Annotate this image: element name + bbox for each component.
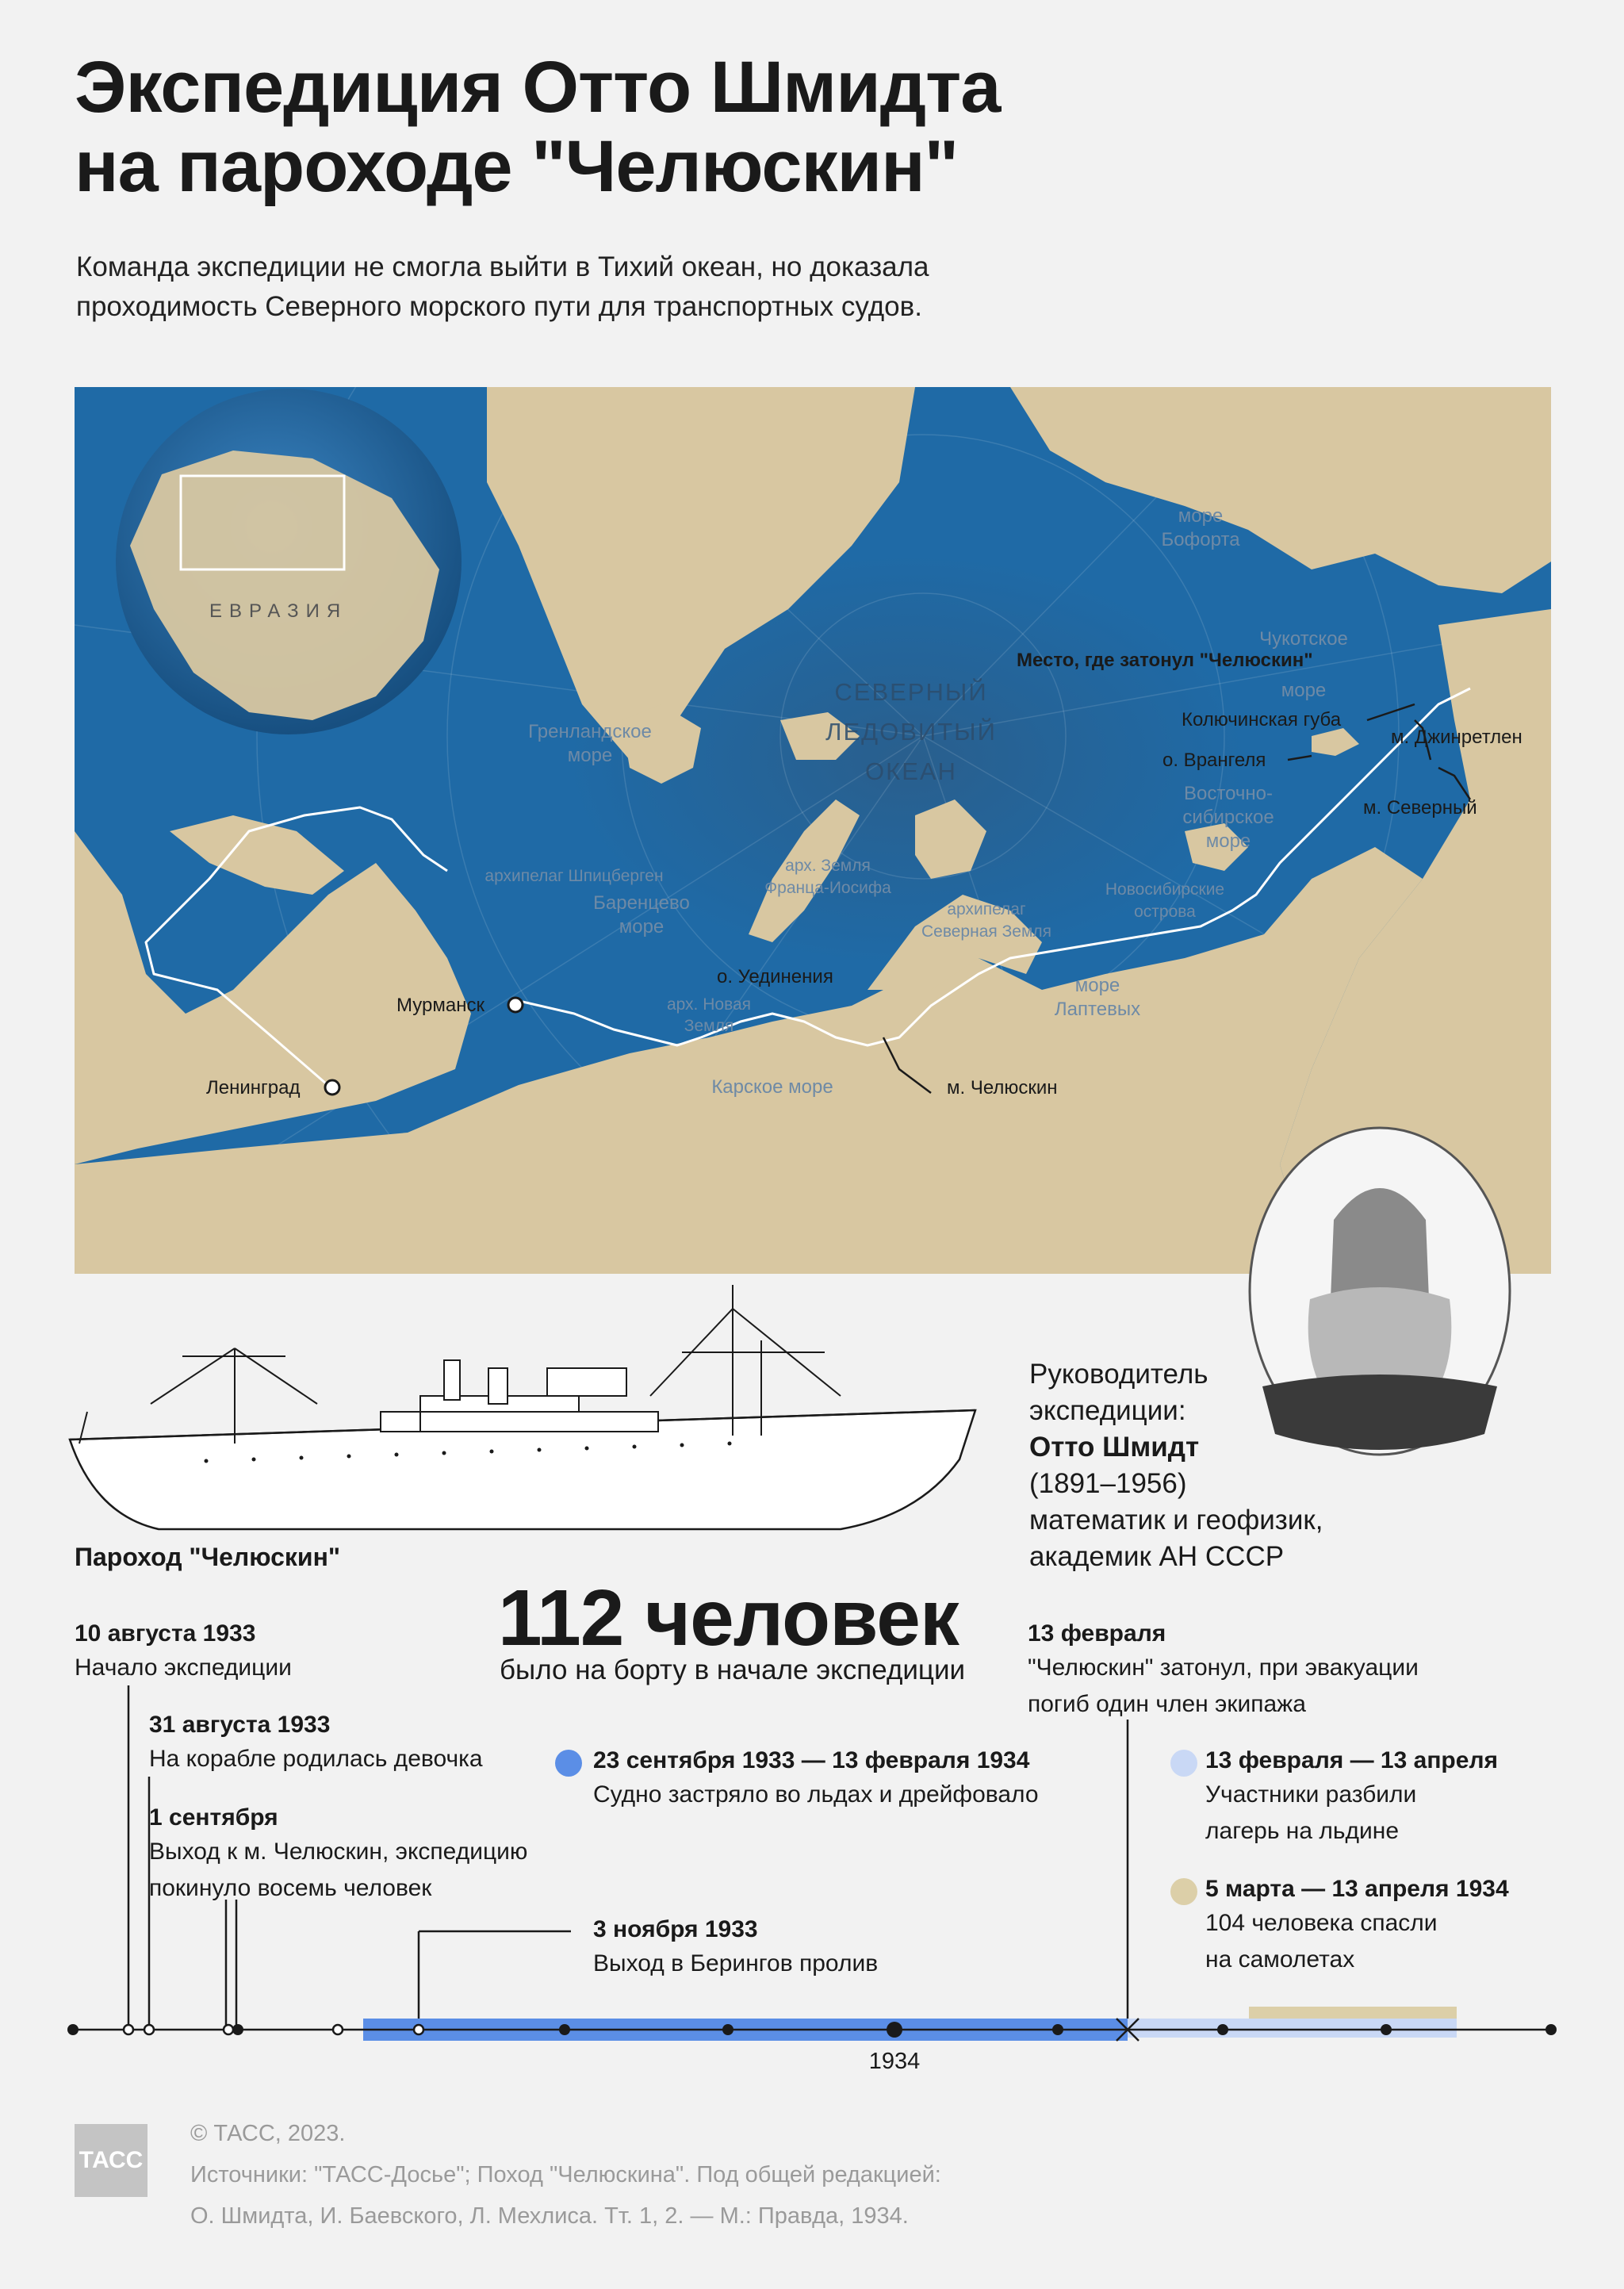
people-note: было на борту в начале экспедиции [500,1654,966,1685]
island-spitsbergen: архипелаг Шпицберген [485,867,664,885]
leader-years: (1891–1956) [1029,1468,1187,1499]
island-severnaya-1: архипелаг [947,900,1026,918]
event-chelyuskin-cape-date: 1 сентября [149,1804,278,1831]
sea-greenland-2: море [567,745,613,766]
sea-laptev-1: море [1074,975,1120,996]
murmansk-marker [508,998,523,1012]
island-novaya-2: Земля [684,1017,734,1035]
title-line-2: на пароходе "Челюскин" [75,126,959,207]
event-drift-text: Судно застряло во льдах и дрейфовало [593,1781,1039,1808]
sea-kara: Карское море [711,1076,833,1098]
label-wrangel: о. Врангеля [1162,750,1266,771]
event-sinking-date: 13 февраля [1028,1620,1166,1647]
event-start-date: 10 августа 1933 [75,1620,256,1647]
sea-laptev-2: Лаптевых [1054,999,1141,1020]
event-chelyuskin-cape-text-2: покинуло восемь человек [149,1875,432,1901]
footer-sources-2: О. Шмидта, И. Баевского, Л. Мехлиса. Тт. 1, 2. — М.: Правда, 1934. [190,2203,909,2229]
page-title [75,48,1343,206]
label-severny: м. Северный [1363,797,1477,819]
event-chelyuskin-cape-text-1: Выход к м. Челюскин, экспедицию [149,1838,528,1865]
timeline-leaders [128,1685,1128,2026]
ocean-line-3: ОКЕАН [865,757,957,785]
ship-caption: Пароход "Челюскин" [75,1543,341,1571]
leader-line-2: экспедиции: [1029,1395,1186,1426]
sea-barents-1: Баренцево [593,892,690,914]
footer-credits [190,2113,941,2237]
island-novaya-1: арх. Новая [666,995,752,1014]
sea-east-siberian-2: сибирское [1182,807,1274,828]
island-franz-josef-1: арх. Земля [785,857,871,875]
sea-barents-2: море [619,916,665,937]
sea-chukchi-1: Чукотское [1259,628,1348,650]
sea-chukchi-2: море [1281,680,1327,701]
leader-name: Отто Шмидт [1029,1432,1200,1463]
timeline-camp-bar [1128,2019,1457,2038]
island-franz-josef-2: Франца-Иосифа [764,879,891,897]
subtitle-line-2: проходимость Северного морского пути для транспортных судов. [76,291,922,322]
ship-drawing [48,1277,999,1539]
label-leningrad: Ленинград [206,1077,301,1098]
title-line-1: Экспедиция Отто Шмидта [75,47,1001,128]
event-girl-born-text: На корабле родилась девочка [149,1746,483,1772]
event-camp-text-1: Участники разбили [1205,1781,1417,1808]
globe-inset [116,389,462,734]
leader-line-1: Руководитель [1029,1359,1208,1390]
event-rescue-date: 5 марта — 13 апреля 1934 [1205,1876,1509,1902]
event-bering-text: Выход в Берингов пролив [593,1950,879,1977]
leader-role-2: академик АН СССР [1029,1541,1285,1572]
event-rescue-text-1: 104 человека спасли [1205,1910,1438,1936]
timeline-year-label: 1934 [868,2049,921,2074]
event-drift-date: 23 сентября 1933 — 13 февраля 1934 [593,1747,1030,1773]
event-sinking-text-2: погиб один член экипажа [1028,1691,1306,1717]
timeline [0,1634,1624,2078]
event-start-text: Начало экспедиции [75,1654,292,1681]
event-rescue-text-2: на самолетах [1205,1946,1355,1973]
island-new-siberian-1: Новосибирские [1105,880,1225,899]
sea-greenland-1: Гренландское [528,721,652,742]
sea-east-siberian-3: море [1205,830,1251,852]
island-new-siberian-2: острова [1134,903,1196,921]
label-chelyuskin-cape: м. Челюскин [947,1077,1058,1098]
tass-logo: ТАСС [75,2124,147,2197]
leader-info [1029,1356,1323,1575]
people-count: 112 человек [498,1574,959,1662]
event-sinking-text-1: "Челюскин" затонул, при эвакуации [1028,1654,1419,1681]
footer-copyright: © ТАСС, 2023. [190,2121,346,2146]
event-camp-date: 13 февраля — 13 апреля [1205,1747,1499,1773]
subtitle-line-1: Команда экспедиции не смогла выйти в Тихий океан, но доказала [76,251,929,282]
label-kolyuchin: Колючинская губа [1182,709,1342,730]
sea-east-siberian-1: Восточно- [1184,783,1273,804]
footer-sources-1: Источники: "ТАСС-Досье"; Поход "Челюскина". Под общей редакцией: [190,2162,941,2187]
event-girl-born-date: 31 августа 1933 [149,1712,331,1738]
label-murmansk: Мурманск [396,995,485,1016]
event-bering-date: 3 ноября 1933 [593,1916,758,1942]
globe-label: ЕВРАЗИЯ [209,600,348,622]
label-jinretlen: м. Джинретлен [1391,727,1522,748]
sea-beaufort-2: Бофорта [1161,529,1240,550]
island-severnaya-2: Северная Земля [921,922,1052,941]
label-sink-place: Место, где затонул "Челюскин" [1017,650,1313,671]
sea-beaufort-1: море [1178,505,1224,527]
ocean-line-1: СЕВЕРНЫЙ [834,678,988,706]
subtitle [76,247,1107,327]
leader-role-1: математик и геофизик, [1029,1505,1323,1536]
label-uedineniya: о. Уединения [717,966,833,987]
leningrad-marker [325,1080,339,1095]
ocean-line-2: ЛЕДОВИТЫЙ [825,718,997,746]
event-camp-text-2: лагерь на льдине [1205,1818,1400,1844]
